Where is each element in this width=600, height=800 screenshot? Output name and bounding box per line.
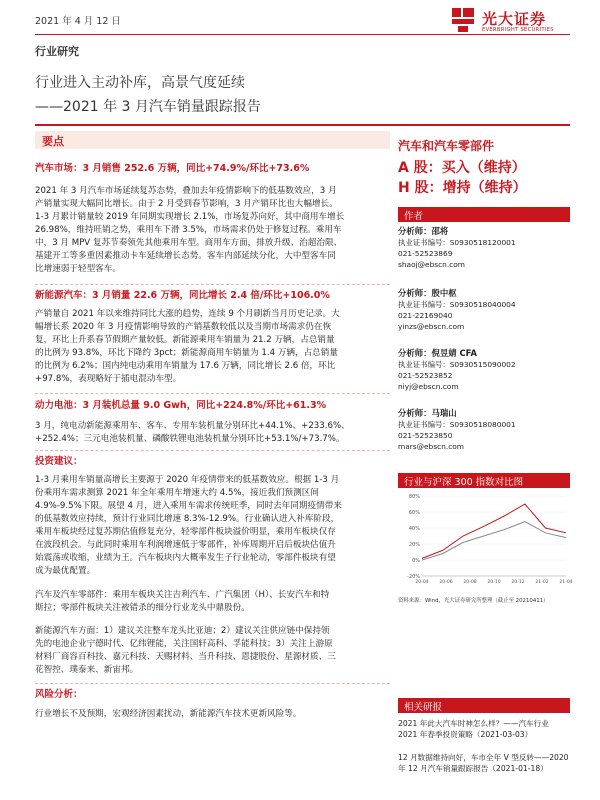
section-investment-body — [35, 474, 390, 578]
rating-h-share: H 股：增持（维持） — [398, 180, 527, 196]
section-risk-body — [35, 708, 390, 721]
y-tick-label: 60% — [408, 510, 420, 516]
text-line: 在波段机会。与此同时乘用车利润增速低于零部件，补库周期开启后板块估值升 — [35, 540, 336, 550]
section-divider — [35, 393, 390, 394]
section-divider — [35, 683, 390, 684]
text-line: 始震荡或收缩，业绩为王。汽车板块内大概率发生子行业轮动，零部件板块有望 — [35, 553, 336, 563]
rating-industry: 汽车和汽车零部件 — [398, 139, 495, 153]
text-line: 汽车及汽车零部件：乘用车板块关注吉利汽车、广汽集团（H）、长安汽车和特 — [35, 590, 330, 600]
text-line: 4.9%-9.5%下限。展望 4 月，进入乘用车需求传统旺季，同时去年同期疫情带来 — [35, 501, 342, 511]
analyst-card — [398, 348, 570, 392]
analyst-phone: 021-52523852 — [398, 371, 453, 380]
x-tick-label: 20-04 — [415, 580, 429, 585]
analyst-name: 分析师：邵将 — [398, 226, 449, 236]
report-subtitle: ——2021 年 3 月汽车销量跟踪报告 — [35, 99, 261, 115]
related-label: 相关研报 — [404, 702, 443, 713]
authors-label: 作者 — [404, 211, 424, 222]
section-investment-heading: 投资建议： — [35, 456, 83, 467]
y-tick-label: 40% — [408, 526, 420, 532]
text-line: 产销量自 2021 年以来维持同比大涨的趋势，连续 9 个月刷新当月历史记录。大 — [35, 309, 340, 319]
chart-label: 行业与沪深 300 指数对比图 — [404, 477, 524, 488]
related-report-link[interactable]: 12 月数据维持向好，车市全年 V 型反转——2020 年 12 月汽车销量跟踪报告（2021-01-18） — [398, 753, 569, 773]
x-tick-label: 20-12 — [511, 580, 525, 585]
text-line: 幅增长系 2020 年 3 月疫情影响导致的产销基数较低以及当期市场需求仍在恢 — [35, 322, 332, 332]
chart-svg — [398, 490, 573, 590]
text-line: 花智控、璞泰来、新宙邦。 — [35, 665, 139, 675]
logo-text: 光大证券 — [482, 10, 547, 28]
section-battery-heading: 动力电池：3 月装机总量 9.0 Gwh，同比+224.8%/环比+61.3% — [35, 400, 327, 411]
text-line: 2021 年 3 月汽车市场延续复苏态势，叠加去年疫情影响下的低基数效应，3 月 — [35, 186, 337, 196]
x-tick-label: 20-08 — [463, 580, 477, 585]
section-divider — [35, 284, 390, 285]
rating-a-share: A 股：买入（维持） — [398, 160, 526, 176]
section-investment-auto-parts — [35, 589, 390, 615]
analyst-license: 执业证书编号：S0930515090002 — [398, 360, 516, 369]
section-battery-body — [35, 420, 390, 446]
section-nev-body — [35, 308, 390, 386]
logo-subtext: EVERBRIGHT SECURITIES — [482, 27, 554, 33]
y-tick-label: 0% — [412, 558, 420, 564]
text-line: 斯拉；零部件板块关注被错杀的细分行业龙头中鼎股份。 — [35, 603, 250, 613]
analyst-phone: 021-52523869 — [398, 249, 453, 258]
analyst-card — [398, 408, 570, 452]
analyst-phone: 021-52523850 — [398, 431, 453, 440]
text-line: 1-3 月累计销量较 2019 年同期实现增长 2.1%，市场复苏向好，其中商用车增长 — [35, 212, 345, 222]
text-line: +97.8%，表现略好于插电混动车型。 — [35, 374, 182, 384]
analyst-email[interactable]: shaoj@ebscn.com — [398, 260, 465, 269]
text-line: +252.4%；三元电池装机量、磷酸铁锂电池装机量分别环比+53.1%/+73.7%。 — [35, 434, 345, 444]
header-divider — [35, 34, 570, 35]
logo-icon — [452, 8, 474, 32]
text-line: 成为最优配置。 — [35, 566, 96, 576]
y-tick-label: 80% — [408, 494, 420, 500]
report-category: 行业研究 — [35, 45, 79, 58]
text-line: 比增速弱于轻型客车。 — [35, 264, 121, 274]
text-line: 3 月，纯电动新能源乘用车、客车、专用车装机量分别环比+44.1%、+233.6%、 — [35, 421, 350, 431]
text-line: 新能源汽车方面：1）建议关注整车龙头比亚迪；2）建议关注供应链中保持领 — [35, 626, 330, 636]
analyst-license: 执业证书编号：S0930518080001 — [398, 420, 516, 429]
analyst-name: 分析师：马瑞山 — [398, 408, 457, 418]
analyst-license: 执业证书编号：S0930518040004 — [398, 300, 516, 309]
analyst-name: 分析师：殷中枢 — [398, 288, 457, 298]
y-tick-label: 20% — [408, 542, 420, 548]
text-line: 基建开工等多重因素推动卡车延续增长态势。客车内部延续分化，大中型客车同 — [35, 251, 336, 261]
text-line: 乘用车板块经过复苏期估值修复充分，轻零部件板块溢价明显，乘用车板块仅存 — [35, 527, 336, 537]
section-investment-nev — [35, 625, 390, 677]
text-line: 的低基数效应持续，预计行业同比增速 8.3%-12.9%。行业确认进入补库阶段， — [35, 514, 340, 524]
analyst-license: 执业证书编号：S0930518120001 — [398, 238, 516, 247]
chart-source: 资料来源：Wind，光大证券研究所整理（截止至 20210411） — [398, 598, 549, 604]
analyst-card — [398, 226, 570, 270]
x-tick-label: 20-06 — [439, 580, 453, 585]
analyst-phone: 021-22169040 — [398, 311, 453, 320]
y-tick-label: -20% — [407, 574, 420, 580]
chart-band — [398, 473, 570, 488]
related-band — [398, 698, 570, 713]
section-risk-heading: 风险分析： — [35, 689, 83, 700]
section-auto-market-heading: 汽车市场：3 月销售 252.6 万辆，同比+74.9%/环比+73.6% — [35, 163, 310, 174]
title-divider — [35, 124, 570, 126]
text-line: 26.98%，维持旺销之势，乘用车下滑 3.5%，市场需求仍处于修复过程。乘用车 — [35, 225, 342, 235]
text-line: 1-3 月乘用车销量高增长主要源于 2020 年疫情带来的低基数效应。根据 1-3 月 — [35, 475, 340, 485]
text-line: 材料厂商容百科技、嘉元科技、天赐材料、当升科技、恩捷股份、星源材质、三 — [35, 652, 336, 662]
company-logo — [452, 6, 570, 36]
text-line: 复，环比上升系春节假期产量较低。新能源乘用车销量为 21.2 万辆，占总销量 — [35, 335, 335, 345]
report-date: 2021 年 4 月 12 日 — [35, 16, 121, 27]
x-tick-label: 20-10 — [487, 580, 501, 585]
text-line: 行业增长不及预期，宏观经济因素扰动，新能源汽车技术更新风险等。 — [35, 709, 302, 719]
summary-band — [35, 131, 390, 149]
authors-band — [398, 207, 570, 222]
text-line: 份乘用车需求测算 2021 年全年乘用车增速大约 4.5%，接近我们预测区间 — [35, 488, 319, 498]
analyst-card — [398, 288, 570, 332]
related-report-link[interactable]: 2021 年此大汽车时神怎么样？——汽车行业 2021 年春季投资策略（2021-03-03） — [398, 719, 549, 739]
x-tick-label: 21-02 — [535, 580, 549, 585]
summary-label: 要点 — [42, 135, 64, 148]
section-nev-heading: 新能源汽车：3 月销量 22.6 万辆，同比增长 2.4 倍/环比+106.0% — [35, 290, 330, 301]
analyst-email[interactable]: niyj@ebscn.com — [398, 382, 459, 391]
analyst-email[interactable]: yinzs@ebscn.com — [398, 322, 465, 331]
text-line: 中，3 月 MPV 复苏节奏领先其他乘用车型。商用车方面，排放升级、治超治限、 — [35, 238, 343, 248]
analyst-email[interactable]: mars@ebscn.com — [398, 442, 464, 451]
text-line: 产销量实现大幅同比增长。由于 2 月受到春节影响，3 月产销环比也大幅增长。 — [35, 199, 338, 209]
section-divider — [35, 450, 390, 451]
section-auto-market-body — [35, 185, 390, 276]
text-line: 的比例为 93.8%，环比下降约 3pct；新能源商用车销量为 1.4 万辆，占总销量 — [35, 348, 338, 358]
report-title: 行业进入主动补库，高景气度延续 — [35, 75, 245, 91]
analyst-name: 分析师：倪昱婧 CFA — [398, 348, 477, 358]
x-tick-label: 21-04 — [559, 580, 573, 585]
index-comparison-chart — [398, 490, 573, 590]
text-line: 的比例为 6.2%；国内纯电动乘用车销量为 17.6 万辆，同比增长 2.6 倍，环比 — [35, 361, 336, 371]
text-line: 先的电池企业宁德时代、亿纬锂能，关注国轩高科、孚能科技；3）关注上游原 — [35, 639, 333, 649]
